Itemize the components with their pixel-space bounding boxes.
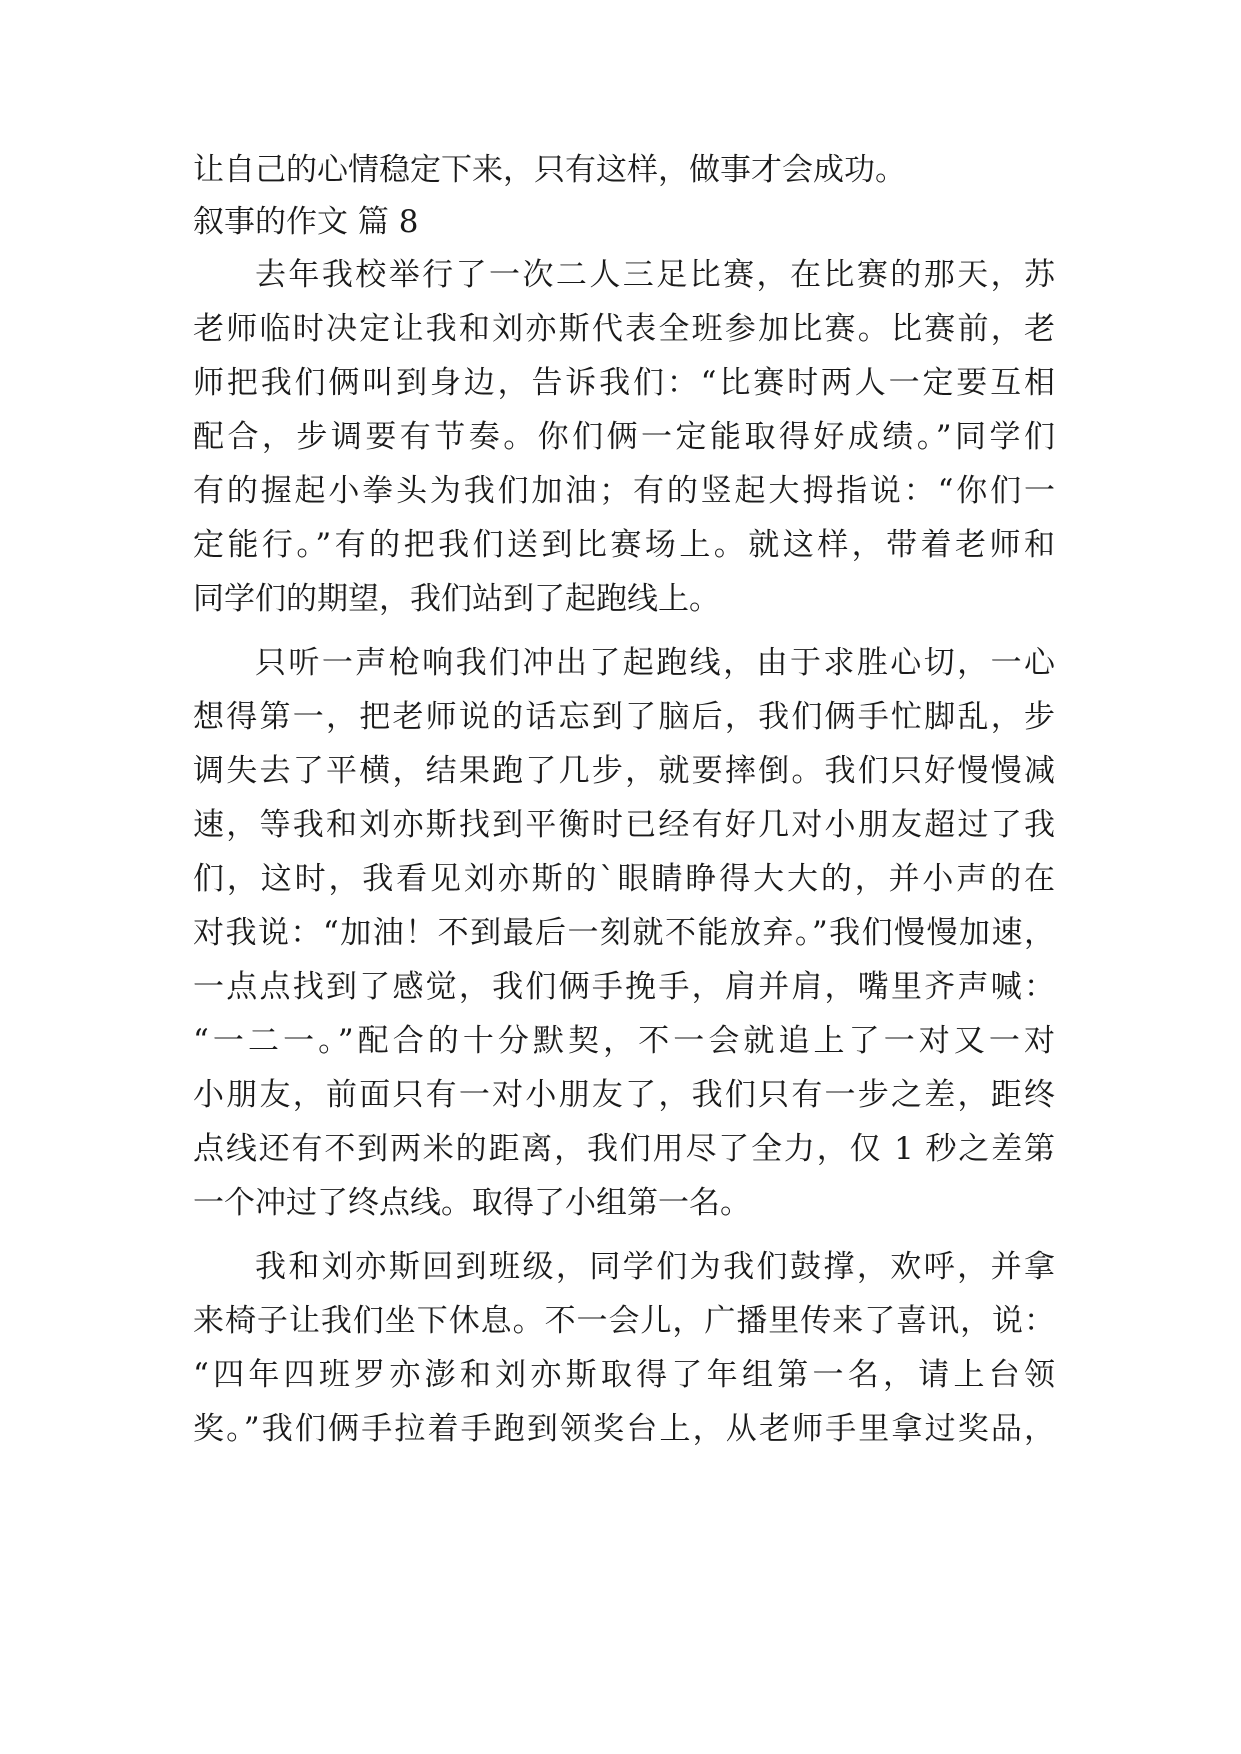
paragraph-line: 速，等我和刘亦斯找到平衡时已经有好几对小朋友超过了我 (193, 807, 1055, 843)
paragraph-line: 想得第一，把老师说的话忘到了脑后，我们俩手忙脚乱，步 (193, 699, 1055, 735)
paragraph-line: 调失去了平横，结果跑了几步，就要摔倒。我们只好慢慢减 (193, 753, 1055, 789)
paragraph-line: 来椅子让我们坐下休息。不一会儿，广播里传来了喜讯，说： (193, 1303, 1055, 1339)
paragraph-line: 同学们的期望，我们站到了起跑线上。 (193, 581, 720, 617)
paragraph-line: 奖。”我们俩手拉着手跑到领奖台上，从老师手里拿过奖品， (193, 1411, 1055, 1447)
paragraph-line: “一二一。”配合的十分默契，不一会就追上了一对又一对 (193, 1023, 1055, 1059)
paragraph-line: 配合，步调要有节奏。你们俩一定能取得好成绩。”同学们 (193, 419, 1055, 455)
paragraph-line: 一个冲过了终点线。取得了小组第一名。 (193, 1185, 751, 1221)
paragraph-line: 只听一声枪响我们冲出了起跑线，由于求胜心切，一心 (255, 645, 1055, 681)
paragraph-line: 去年我校举行了一次二人三足比赛，在比赛的那天，苏 (255, 257, 1055, 293)
paragraph-line: 师把我们俩叫到身边，告诉我们：“比赛时两人一定要互相 (193, 365, 1055, 401)
paragraph-line: 对我说：“加油！不到最后一刻就不能放弃。”我们慢慢加速， (193, 915, 1055, 951)
paragraph-line: 有的握起小拳头为我们加油；有的竖起大拇指说：“你们一 (193, 473, 1055, 509)
paragraph-line: 老师临时决定让我和刘亦斯代表全班参加比赛。比赛前，老 (193, 311, 1055, 347)
paragraph-line: “四年四班罗亦澎和刘亦斯取得了年组第一名，请上台领 (193, 1357, 1055, 1393)
paragraph-line: 我和刘亦斯回到班级，同学们为我们鼓撑，欢呼，并拿 (255, 1249, 1055, 1285)
essay-heading: 叙事的作文 篇 8 (193, 204, 419, 240)
paragraph-line: 小朋友，前面只有一对小朋友了，我们只有一步之差，距终 (193, 1077, 1055, 1113)
paragraph-line: 一点点找到了感觉，我们俩手挽手，肩并肩，嘴里齐声喊： (193, 969, 1055, 1005)
paragraph-line: 定能行。”有的把我们送到比赛场上。就这样，带着老师和 (193, 527, 1055, 563)
paragraph-line: 们，这时，我看见刘亦斯的`眼睛睁得大大的，并小声的在 (193, 861, 1055, 897)
paragraph-line: 点线还有不到两米的距离，我们用尽了全力，仅 1 秒之差第 (193, 1131, 1055, 1167)
continuation-line: 让自己的心情稳定下来，只有这样，做事才会成功。 (193, 152, 906, 188)
